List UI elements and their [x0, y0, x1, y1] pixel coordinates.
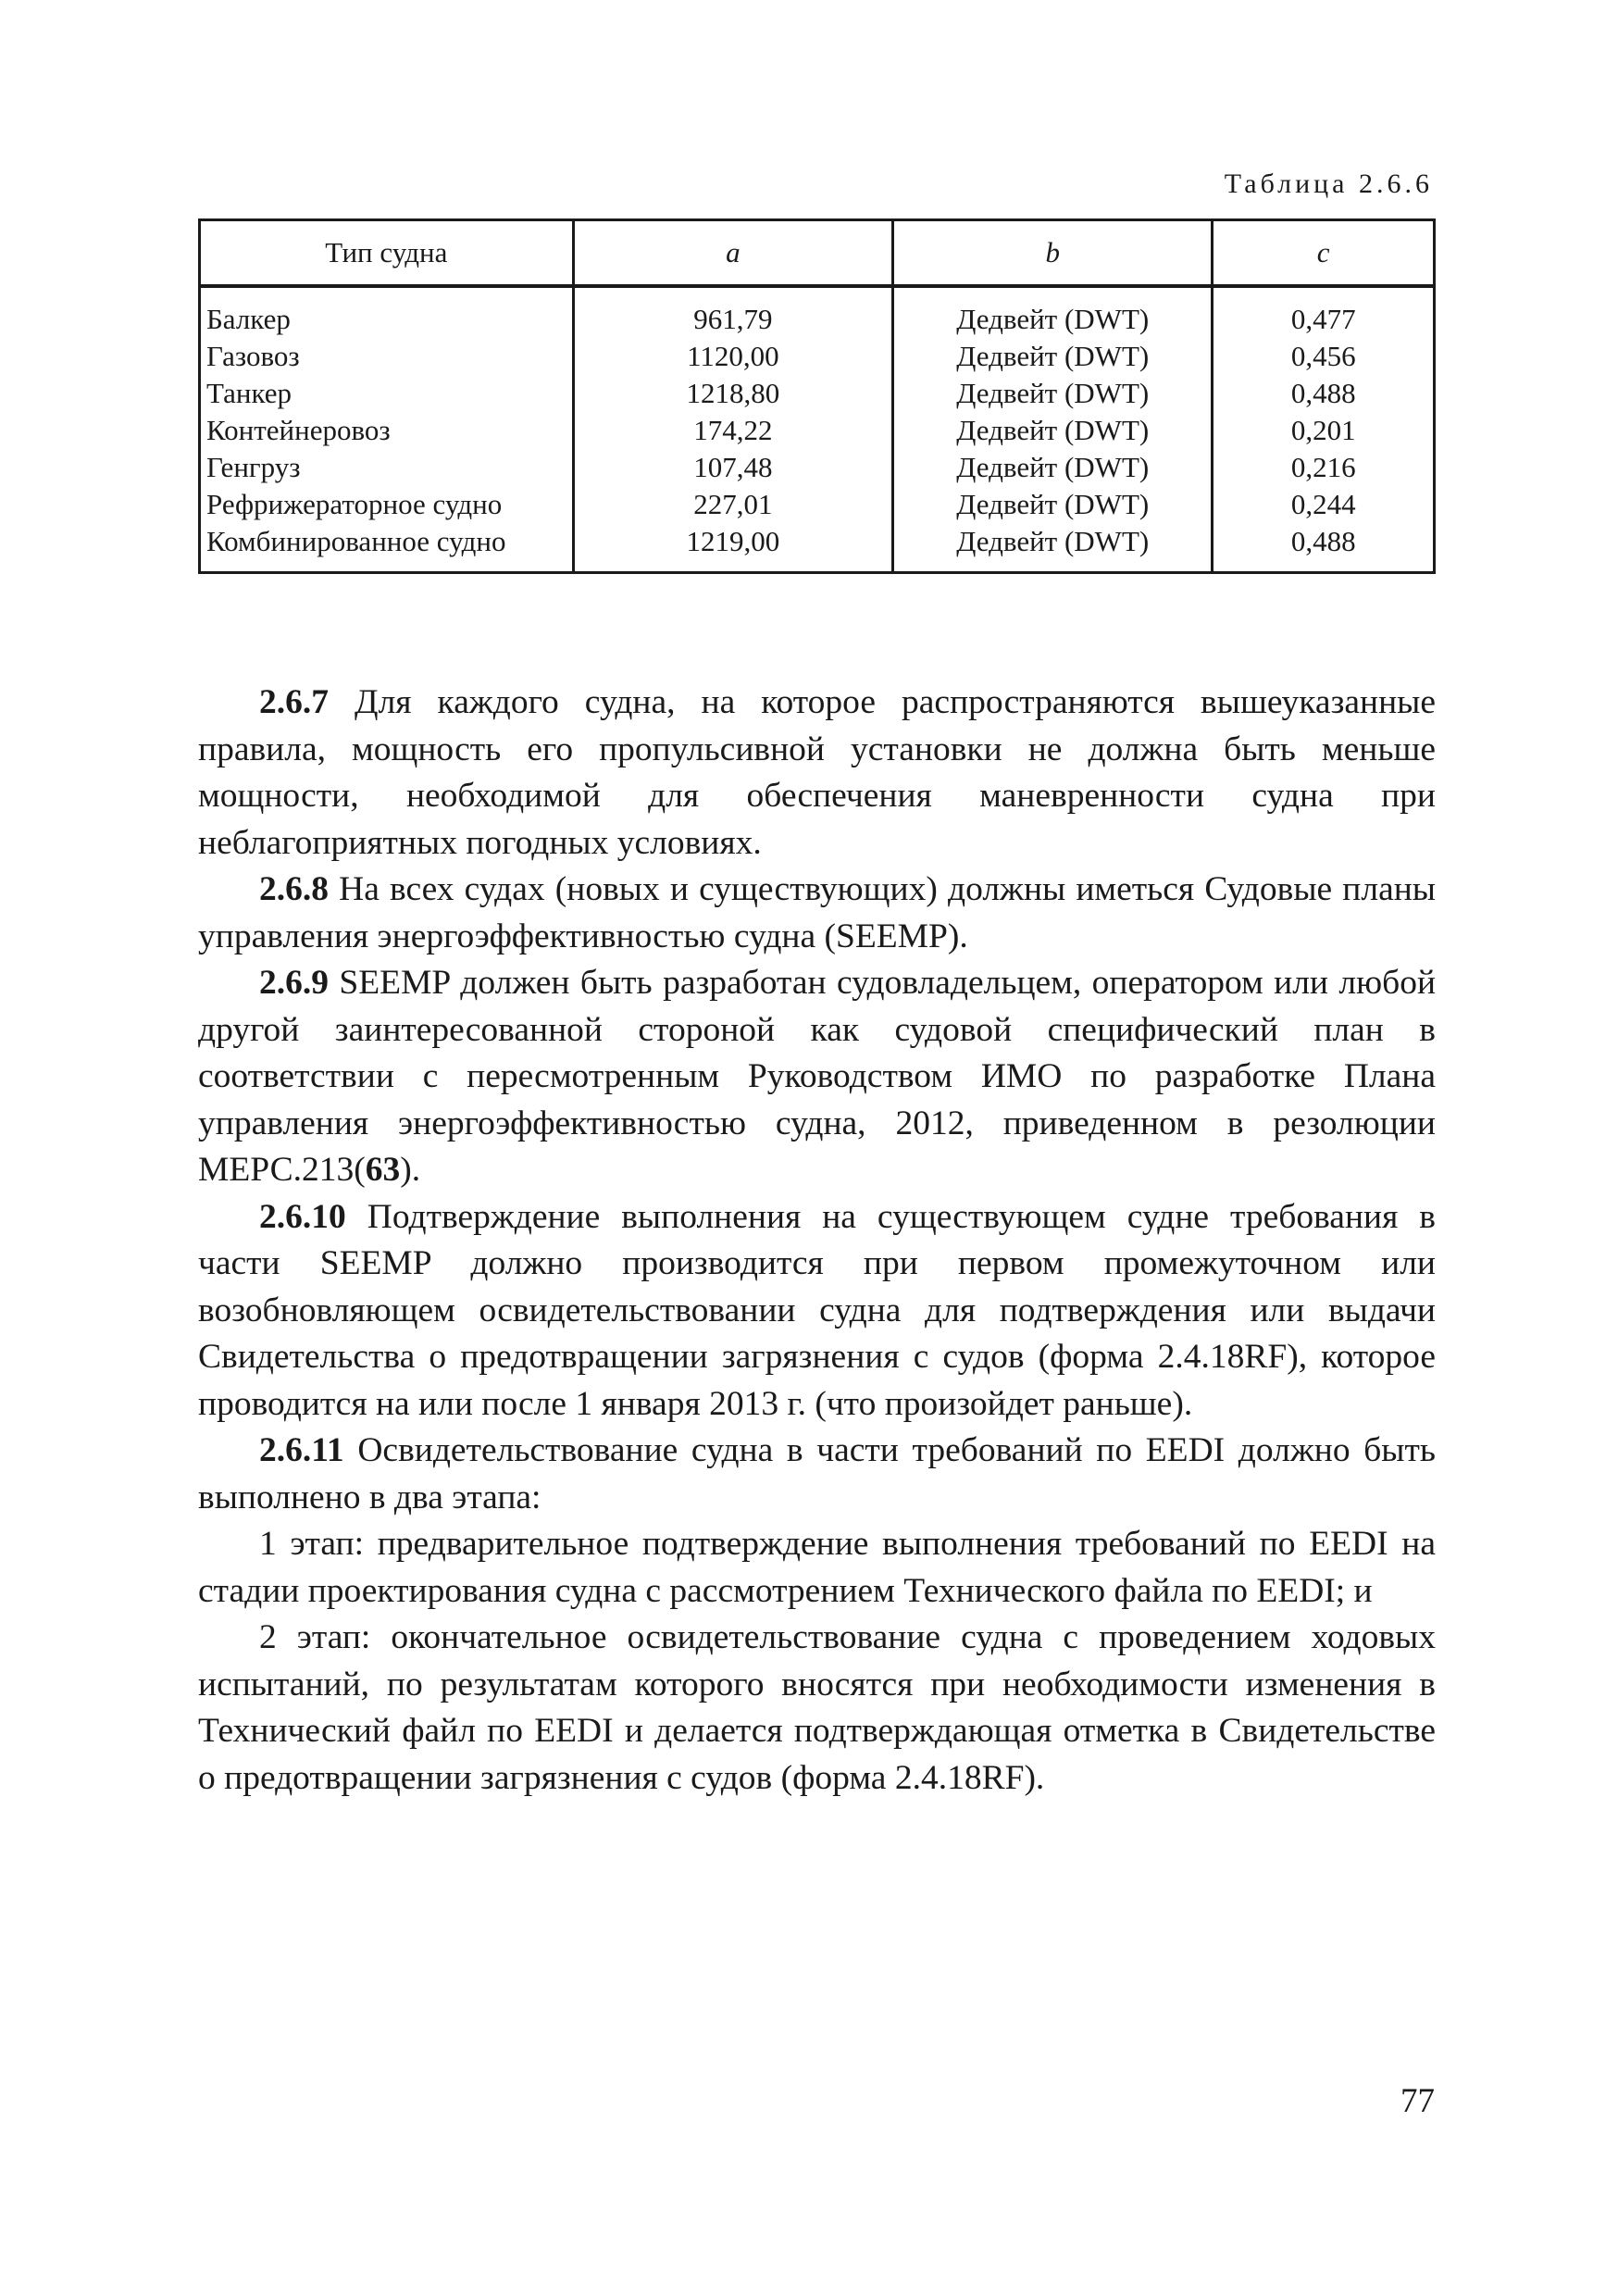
- cell-ship-type: Комбинированное судно: [200, 523, 574, 573]
- paragraph-number: 2.6.10: [259, 1197, 346, 1236]
- cell-c: 0,244: [1213, 486, 1435, 523]
- paragraph-2-6-8: [198, 867, 1436, 960]
- cell-c: 0,488: [1213, 375, 1435, 412]
- cell-ship-type: Газовоз: [200, 338, 574, 375]
- cell-b: Дедвейт (DWT): [893, 375, 1213, 412]
- table-row: [200, 449, 1435, 486]
- paragraph-text: SEEMP должен быть разработан судовладельцем, оператором или любой другой заинтересованной стороной как судовой специфический план в соответствии с пересмотренным Руководством ИМО по разработке Плана управления энергоэффективностью судна, 2012, приведенном в резолюции МЕРС.213(: [198, 964, 1437, 1189]
- paragraph-stage-2: [198, 1615, 1436, 1802]
- cell-b: Дедвейт (DWT): [893, 338, 1213, 375]
- cell-a: 961,79: [573, 286, 892, 338]
- cell-c: 0,456: [1213, 338, 1435, 375]
- paragraph-text: Подтверждение выполнения на существующем судне требования в части SEEMP должно производится при первом промежуточном или возобновляющем освидетельствовании судна для подтверждения или выдачи Свидетельства о предотвращении загрязнения с судов (форма 2.4.18RF), которое проводится на или после 1 января 2013 г. (что произойдет раньше).: [198, 1197, 1437, 1423]
- ship-type-coefficients-table: [198, 218, 1436, 574]
- cell-c: 0,488: [1213, 523, 1435, 573]
- cell-b: Дедвейт (DWT): [893, 412, 1213, 449]
- cell-ship-type: Контейнеровоз: [200, 412, 574, 449]
- table-caption: Таблица 2.6.6: [1224, 168, 1433, 199]
- paragraph-text: На всех судах (новых и существующих) должны иметься Судовые планы управления энергоэффективностью судна (SEEMP).: [198, 870, 1436, 955]
- table-row: [200, 412, 1435, 449]
- paragraph-2-6-10: [198, 1194, 1436, 1429]
- cell-ship-type: Рефрижераторное судно: [200, 486, 574, 523]
- cell-b: Дедвейт (DWT): [893, 486, 1213, 523]
- body-text: [198, 680, 1436, 1802]
- cell-a: 174,22: [573, 412, 892, 449]
- paragraph-2-6-9: [198, 960, 1436, 1194]
- cell-a: 1120,00: [573, 338, 892, 375]
- table-row: [200, 338, 1435, 375]
- cell-ship-type: Балкер: [200, 286, 574, 338]
- paragraph-stage-1: [198, 1521, 1436, 1615]
- header-b: b: [893, 220, 1213, 287]
- cell-ship-type: Генгруз: [200, 449, 574, 486]
- cell-c: 0,201: [1213, 412, 1435, 449]
- paragraph-number: 2.6.7: [259, 683, 329, 721]
- header-a: a: [573, 220, 892, 287]
- paragraph-number: 2.6.9: [259, 964, 329, 1002]
- table-row: [200, 486, 1435, 523]
- cell-b: Дедвейт (DWT): [893, 286, 1213, 338]
- cell-b: Дедвейт (DWT): [893, 449, 1213, 486]
- cell-a: 1218,80: [573, 375, 892, 412]
- header-ship-type: Тип судна: [200, 220, 574, 287]
- cell-b: Дедвейт (DWT): [893, 523, 1213, 573]
- resolution-number-bold: 63: [365, 1151, 401, 1189]
- paragraph-2-6-11: [198, 1428, 1436, 1521]
- cell-a: 1219,00: [573, 523, 892, 573]
- paragraph-text-tail: ).: [400, 1151, 421, 1189]
- paragraph-2-6-7: [198, 680, 1436, 867]
- cell-a: 227,01: [573, 486, 892, 523]
- paragraph-text: 1 этап: предварительное подтверждение выполнения требований по EEDI на стадии проектирования судна с рассмотрением Технического файла по EEDI; и: [198, 1525, 1436, 1610]
- paragraph-text: 2 этап: окончательное освидетельствование судна с проведением ходовых испытаний, по результатам которого вносятся при необходимости изменения в Технический файл по EEDI и делается подтверждающая отметка в Свидетельстве о предотвращении загрязнения с судов (форма 2.4.18RF).: [198, 1618, 1436, 1797]
- page-number: 77: [1400, 2082, 1435, 2120]
- paragraph-number: 2.6.8: [259, 870, 329, 908]
- cell-c: 0,477: [1213, 286, 1435, 338]
- table-row: [200, 523, 1435, 573]
- table-header-row: [200, 220, 1435, 287]
- header-c: c: [1213, 220, 1435, 287]
- paragraph-text: Для каждого судна, на которое распространяются вышеуказанные правила, мощность его пропульсивной установки не должна быть меньше мощности, необходимой для обеспечения маневренности судна при неблагоприятных погодных условиях.: [198, 683, 1437, 862]
- table-row: [200, 375, 1435, 412]
- paragraph-text: Освидетельствование судна в части требований по EEDI должно быть выполнено в два этапа:: [198, 1431, 1436, 1516]
- cell-c: 0,216: [1213, 449, 1435, 486]
- cell-a: 107,48: [573, 449, 892, 486]
- paragraph-number: 2.6.11: [259, 1431, 344, 1469]
- cell-ship-type: Танкер: [200, 375, 574, 412]
- table-row: [200, 286, 1435, 338]
